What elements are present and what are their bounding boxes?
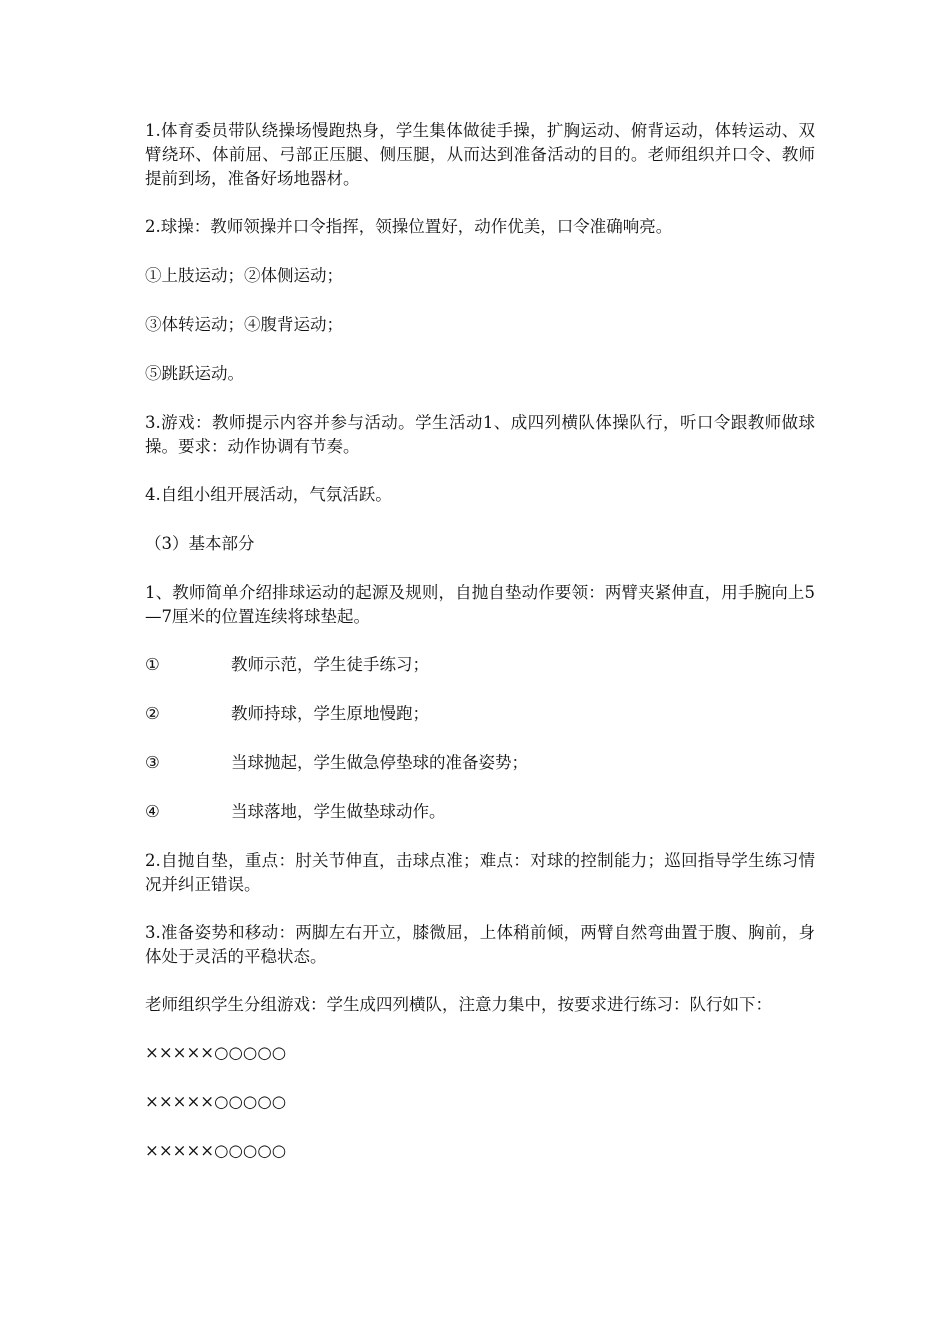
step-text: 教师示范，学生徒手练习； — [231, 655, 429, 674]
step-item — [145, 653, 815, 677]
formation-row: ×××××○○○○○ — [145, 1141, 287, 1160]
paragraph-group-game: 老师组织学生分组游戏：学生成四列横队，注意力集中，按要求进行练习：队行如下： — [145, 995, 772, 1014]
step-number: ② — [145, 704, 160, 723]
paragraph-exercise-list-1: ①上肢运动；②体侧运动； — [145, 266, 343, 285]
step-item — [145, 800, 815, 824]
step-item — [145, 751, 815, 775]
step-text: 当球抛起，学生做急停垫球的准备姿势； — [231, 753, 528, 772]
paragraph-game: 3.游戏：教师提示内容并参与活动。学生活动1、成四列横队体操队行，听口令跟教师做球操。要求：动作协调有节奏。 — [145, 413, 815, 456]
step-number: ④ — [145, 802, 160, 821]
formation-row: ×××××○○○○○ — [145, 1092, 287, 1111]
paragraph-warmup: 1.体育委员带队绕操场慢跑热身，学生集体做徒手操，扩胸运动、俯背运动，体转运动、双臂绕环、体前屈、弓部正压腿、侧压腿，从而达到准备活动的目的。老师组织并口令、教师提前到场，准备好场地器材。 — [145, 121, 815, 188]
step-number: ③ — [145, 753, 160, 772]
step-number: ① — [145, 655, 160, 674]
step-item — [145, 702, 815, 726]
paragraph-self-toss: 2.自抛自垫，重点：肘关节伸直，击球点准；难点：对球的控制能力；巡回指导学生练习情况并纠正错误。 — [145, 851, 815, 894]
document-page — [145, 119, 815, 1188]
paragraph-volleyball-intro: 1、教师简单介绍排球运动的起源及规则，自抛自垫动作要领：两臂夹紧伸直，用手腕向上5—7厘米的位置连续将球垫起。 — [145, 583, 815, 626]
paragraph-exercise-list-3: ⑤跳跃运动。 — [145, 364, 244, 383]
formation-row: ×××××○○○○○ — [145, 1043, 287, 1062]
section-heading-basic-part: （3）基本部分 — [145, 534, 255, 553]
step-text: 教师持球，学生原地慢跑； — [231, 704, 429, 723]
paragraph-ball-exercise: 2.球操：教师领操并口令指挥，领操位置好，动作优美，口令准确响亮。 — [145, 217, 673, 236]
paragraph-exercise-list-2: ③体转运动；④腹背运动； — [145, 315, 343, 334]
step-text: 当球落地，学生做垫球动作。 — [231, 802, 446, 821]
paragraph-ready-stance: 3.准备姿势和移动：两脚左右开立，膝微屈，上体稍前倾，两臂自然弯曲置于腹、胸前，身体处于灵活的平稳状态。 — [145, 923, 815, 966]
paragraph-group-activity: 4.自组小组开展活动，气氛活跃。 — [145, 485, 392, 504]
